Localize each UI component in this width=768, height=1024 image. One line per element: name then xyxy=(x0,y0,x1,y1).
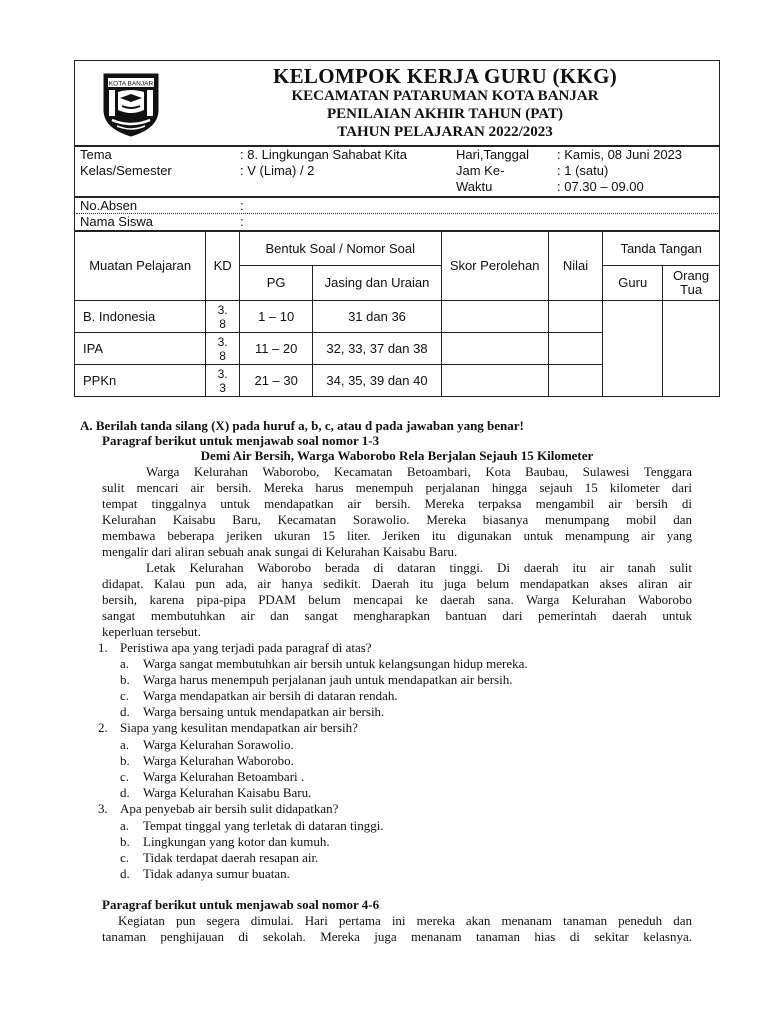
header-pg: PG xyxy=(239,266,313,301)
tema-label: Tema xyxy=(80,147,112,162)
skor-cell[interactable] xyxy=(441,301,548,333)
option-text: Warga Kelurahan Sorawolio. xyxy=(143,737,294,752)
kelas-label: Kelas/Semester xyxy=(80,163,172,178)
option-letter[interactable]: c. xyxy=(120,769,130,784)
kd-cell: 3. 3 xyxy=(206,365,240,397)
header-subtitle-3: TAHUN PELAJARAN 2022/2023 xyxy=(337,124,553,140)
pg-cell: 11 – 20 xyxy=(239,333,313,365)
mapel-cell: IPA xyxy=(75,333,206,365)
logo-text: KOTA BANJAR xyxy=(108,80,154,88)
kd-cell: 3. 8 xyxy=(206,333,240,365)
story-line: sulit mencari air bersih. Mereka harus menempuh perjalanan hingga sejauh 15 kilometer dari xyxy=(102,480,692,495)
nilai-cell[interactable] xyxy=(548,365,603,397)
pg-cell: 1 – 10 xyxy=(239,301,313,333)
header-guru: Guru xyxy=(603,266,663,301)
header-ortu: Orang Tua xyxy=(663,266,720,301)
story-title: Demi Air Bersih, Warga Waborobo Rela Berjalan Sejauh 15 Kilometer xyxy=(200,448,594,463)
option-letter[interactable]: c. xyxy=(120,688,130,703)
option-letter[interactable]: a. xyxy=(120,737,130,752)
kelas-value: : V (Lima) / 2 xyxy=(240,163,315,178)
header-subtitle-1: KECAMATAN PATARUMAN KOTA BANJAR xyxy=(291,88,599,104)
kota-banjar-logo xyxy=(100,70,162,138)
hari-label: Hari,Tanggal xyxy=(456,147,529,162)
story-line: didapat. Kalau pun ada, air hanya sedikit. Daerah itu juga belum mendapatkan akses aliran air xyxy=(102,576,692,591)
header-ttd: Tanda Tangan xyxy=(603,232,720,266)
option-letter[interactable]: d. xyxy=(120,704,130,719)
skor-cell[interactable] xyxy=(441,365,548,397)
tema-value: : 8. Lingkungan Sahabat Kita xyxy=(240,147,407,162)
question-text: Peristiwa apa yang terjadi pada paragraf di atas? xyxy=(120,640,372,655)
header-skor: Skor Perolehan xyxy=(441,232,548,301)
option-text: Warga sangat membutuhkan air bersih untuk kelangsungan hidup mereka. xyxy=(143,656,528,671)
nama-field[interactable]: : xyxy=(240,214,244,229)
option-text: Lingkungan yang kotor dan kumuh. xyxy=(143,834,330,849)
story-line: mengalir dari aliran sebuah anak sungai di Kelurahan Kaisabu Baru. xyxy=(102,544,458,559)
pg-cell: 21 – 30 xyxy=(239,365,313,397)
option-text: Tempat tinggal yang terletak di dataran tinggi. xyxy=(143,818,384,833)
option-text: Tidak adanya sumur buatan. xyxy=(143,866,290,881)
guru-sign-cell[interactable] xyxy=(603,301,663,397)
nilai-cell[interactable] xyxy=(548,333,603,365)
option-text: Warga mendapatkan air bersih di dataran rendah. xyxy=(143,688,398,703)
story-line: Kegiatan pun segera dimulai. Hari pertama ini mereka akan menanam tanaman peneduh dan xyxy=(118,913,692,928)
paragraph-note-1: Paragraf berikut untuk menjawab soal nomor 1-3 xyxy=(102,433,380,448)
option-text: Warga Kelurahan Kaisabu Baru. xyxy=(143,785,312,800)
header-muatan: Muatan Pelajaran xyxy=(75,232,206,301)
story-line: Kelurahan Kaisabu Baru, Kecamatan Sorawolio. Mereka biasanya menumpang mobil dan xyxy=(102,512,692,527)
header-kd: KD xyxy=(206,232,240,301)
nama-label: Nama Siswa xyxy=(80,214,153,229)
student-box xyxy=(74,197,720,231)
mapel-cell: PPKn xyxy=(75,365,206,397)
option-letter[interactable]: b. xyxy=(120,753,130,768)
jasing-cell: 31 dan 36 xyxy=(313,301,441,333)
question-text: Siapa yang kesulitan mendapatkan air bersih? xyxy=(120,720,358,735)
story-line: tempat tinggalnya untuk mendapatkan air bersih. Mereka terpaksa mengambil air bersih di xyxy=(102,496,692,511)
header-subtitle-2: PENILAIAN AKHIR TAHUN (PAT) xyxy=(327,106,563,122)
header-bentuk: Bentuk Soal / Nomor Soal xyxy=(239,232,441,266)
nilai-cell[interactable] xyxy=(548,301,603,333)
waktu-label: Waktu xyxy=(456,179,493,194)
story-line: tanaman penghijauan di sekolah. Mereka juga menanam tanaman hias di sekitar kelasnya. xyxy=(102,929,692,944)
jam-label: Jam Ke- xyxy=(456,163,505,178)
question-number: 1. xyxy=(98,640,108,655)
story-line: Letak Kelurahan Waborobo berada di dataran tinggi. Di daerah itu air tanah sulit xyxy=(146,560,692,575)
option-letter[interactable]: b. xyxy=(120,672,130,687)
waktu-value: : 07.30 – 09.00 xyxy=(557,179,644,194)
option-text: Warga harus menempuh perjalanan jauh untuk mendapatkan air bersih. xyxy=(143,672,513,687)
question-text: Apa penyebab air bersih sulit didapatkan? xyxy=(120,801,339,816)
option-letter[interactable]: a. xyxy=(120,818,130,833)
option-letter[interactable]: d. xyxy=(120,866,130,881)
jasing-cell: 32, 33, 37 dan 38 xyxy=(313,333,441,365)
question-number: 2. xyxy=(98,720,108,735)
story-line: Warga Kelurahan Waborobo, Kecamatan Betoambari, Kota Baubau, Sulawesi Tenggara xyxy=(146,464,692,479)
kd-cell: 3. 8 xyxy=(206,301,240,333)
option-text: Warga Kelurahan Waborobo. xyxy=(143,753,294,768)
option-letter[interactable]: d. xyxy=(120,785,130,800)
absen-label: No.Absen xyxy=(80,198,138,213)
story-line: sangat membutuhkan air dan sangat mengharapkan bantuan dari pemerintah daerah untuk xyxy=(102,608,692,623)
story-line: bersih, karena pipa-pipa PDAM belum mencapai ke daerah sana. Warga Kelurahan Waborobo xyxy=(102,592,692,607)
story-line: membawa beberapa jeriken ukuran 15 liter. Jeriken itu digunakan untuk menampung air yang xyxy=(102,528,692,543)
question-number: 3. xyxy=(98,801,108,816)
instruction: A. Berilah tanda silang (X) pada huruf a, b, c, atau d pada jawaban yang benar! xyxy=(80,418,524,433)
option-letter[interactable]: a. xyxy=(120,656,130,671)
option-text: Tidak terdapat daerah resapan air. xyxy=(143,850,319,865)
score-table xyxy=(74,231,720,397)
ortu-sign-cell[interactable] xyxy=(663,301,720,397)
header-title: KELOMPOK KERJA GURU (KKG) xyxy=(272,64,618,88)
paragraph-note-2: Paragraf berikut untuk menjawab soal nomor 4-6 xyxy=(102,897,380,912)
option-text: Warga Kelurahan Betoambari . xyxy=(143,769,305,784)
option-letter[interactable]: b. xyxy=(120,834,130,849)
story-line: keperluan tersebut. xyxy=(102,624,201,639)
option-letter[interactable]: c. xyxy=(120,850,130,865)
jam-value: : 1 (satu) xyxy=(557,163,609,178)
absen-field[interactable]: : xyxy=(240,198,244,213)
hari-value: : Kamis, 08 Juni 2023 xyxy=(557,147,683,162)
header-jasing: Jasing dan Uraian xyxy=(313,266,441,301)
mapel-cell: B. Indonesia xyxy=(75,301,206,333)
table-row xyxy=(75,301,720,333)
skor-cell[interactable] xyxy=(441,333,548,365)
jasing-cell: 34, 35, 39 dan 40 xyxy=(313,365,441,397)
header-nilai: Nilai xyxy=(548,232,603,301)
option-text: Warga bersaing untuk mendapatkan air bersih. xyxy=(143,704,385,719)
dotted-divider xyxy=(76,213,718,214)
